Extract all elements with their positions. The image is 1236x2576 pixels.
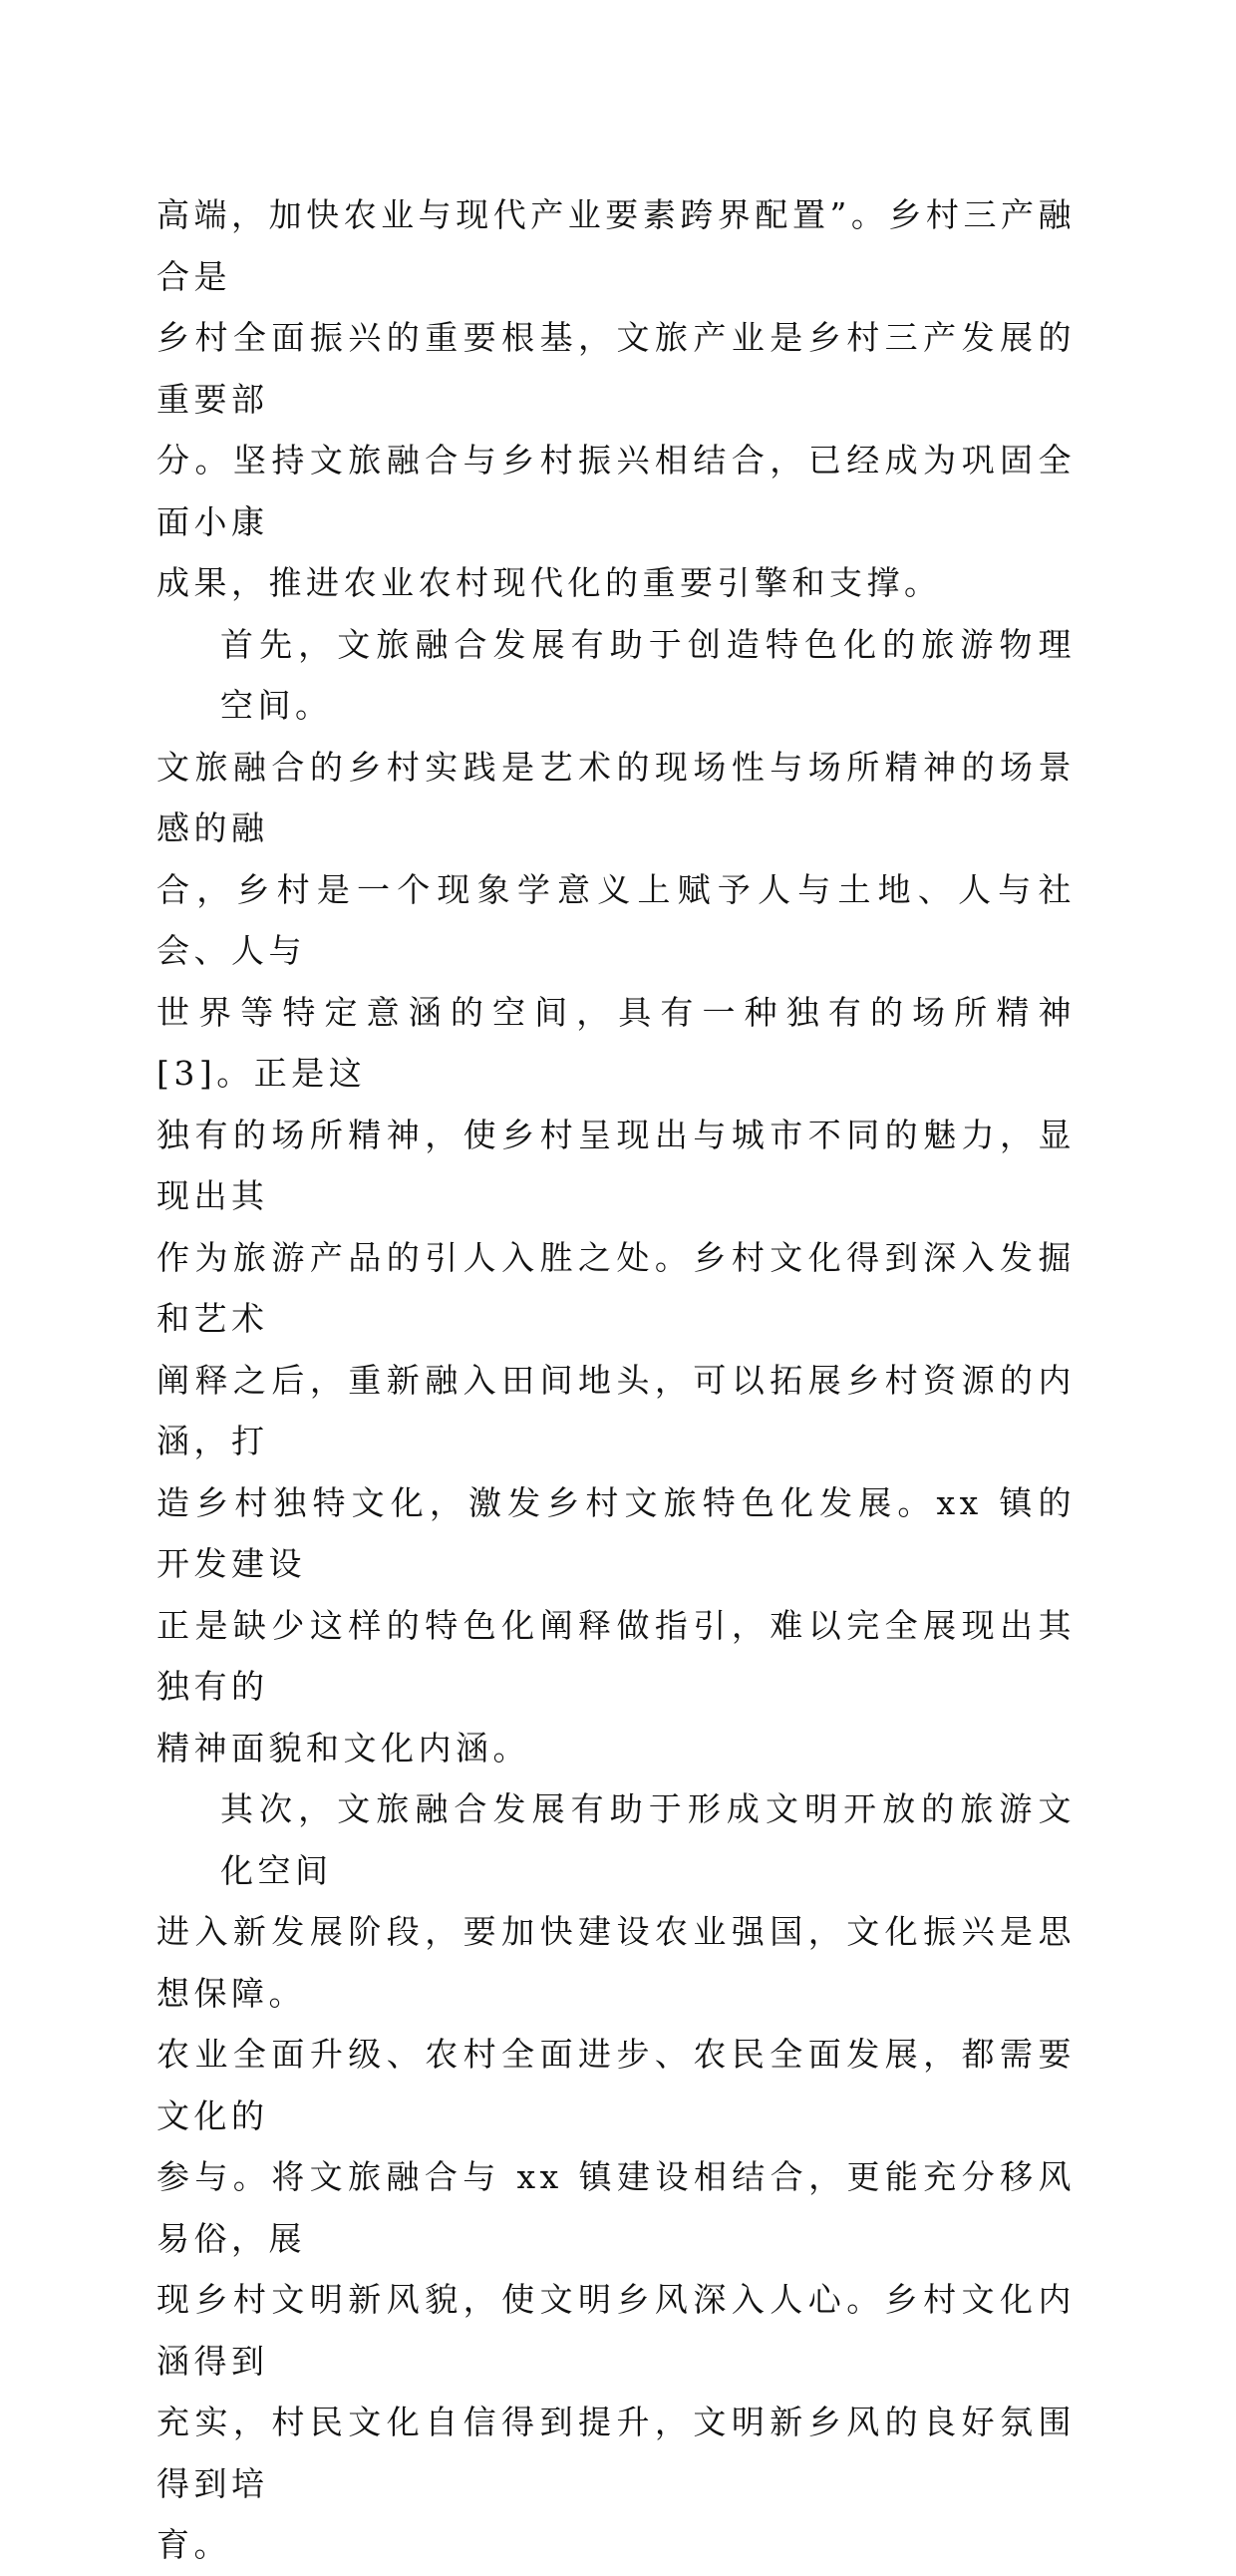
- text-line: 成果，推进农业农村现代化的重要引擎和支撑。: [156, 563, 942, 602]
- text-line: 其次，文旅融合发展有助于形成文明开放的旅游文化空间: [220, 1789, 1076, 1890]
- text-line: 育。: [156, 2525, 231, 2564]
- text-line: 世界等特定意涵的空间，具有一种独有的场所精神[3]。正是这: [156, 992, 1076, 1093]
- text-line: 现乡村文明新风貌，使文明乡风深入人心。乡村文化内涵得到: [156, 2280, 1076, 2381]
- text-line: 正是缺少这样的特色化阐释做指引，难以完全展现出其独有的: [156, 1605, 1076, 1706]
- paragraph-2: [156, 614, 1076, 1779]
- text-line: 乡村全面振兴的重要根基，文旅产业是乡村三产发展的重要部: [156, 318, 1076, 419]
- text-line: 精神面貌和文化内涵。: [156, 1728, 530, 1768]
- text-line: 独有的场所精神，使乡村呈现出与城市不同的魅力，显现出其: [156, 1115, 1076, 1215]
- paragraph-1: [156, 184, 1076, 614]
- text-line: 合，乡村是一个现象学意义上赋予人与土地、人与社会、人与: [156, 869, 1076, 970]
- text-line: 阐释之后，重新融入田间地头，可以拓展乡村资源的内涵，打: [156, 1360, 1076, 1460]
- paragraph-3: [156, 1778, 1076, 2576]
- text-line: 文旅融合的乡村实践是艺术的现场性与场所精神的场景感的融: [156, 747, 1076, 847]
- text-line: 首先，文旅融合发展有助于创造特色化的旅游物理空间。: [220, 624, 1076, 725]
- document-body: [156, 184, 1076, 2576]
- text-line: 分。坚持文旅融合与乡村振兴相结合，已经成为巩固全面小康: [156, 441, 1076, 541]
- text-line: 农业全面升级、农村全面进步、农民全面发展，都需要文化的: [156, 2035, 1076, 2135]
- text-line: 高端，加快农业与现代产业要素跨界配置”。乡村三产融合是: [156, 195, 1076, 296]
- text-line: 充实，村民文化自信得到提升，文明新乡风的良好氛围得到培: [156, 2403, 1076, 2503]
- text-line: 参与。将文旅融合与 xx 镇建设相结合，更能充分移风易俗，展: [156, 2157, 1076, 2258]
- text-line: 造乡村独特文化，激发乡村文旅特色化发展。xx 镇的开发建设: [156, 1482, 1076, 1583]
- text-line: 作为旅游产品的引人入胜之处。乡村文化得到深入发掘和艺术: [156, 1237, 1076, 1338]
- text-line: 进入新发展阶段，要加快建设农业强国，文化振兴是思想保障。: [156, 1912, 1076, 2013]
